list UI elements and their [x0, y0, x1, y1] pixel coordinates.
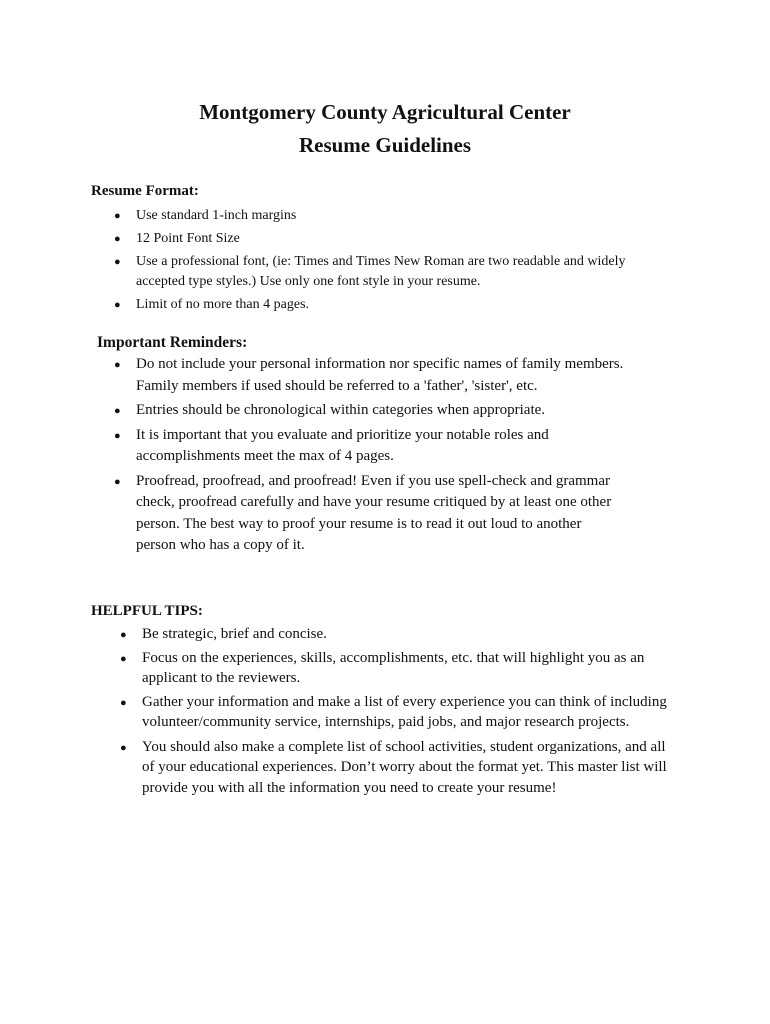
list-item-text: Entries should be chronological within categories when appropriate.	[136, 402, 546, 418]
bullet-icon: ●	[120, 741, 127, 754]
bullet-icon: ●	[114, 210, 121, 222]
bullet-icon: ●	[120, 629, 127, 641]
important-reminders-list	[114, 354, 624, 560]
bullet-icon: ●	[120, 696, 127, 709]
list-item	[114, 425, 624, 468]
list-item	[114, 354, 624, 397]
list-item	[120, 648, 680, 689]
bullet-icon: ●	[114, 359, 121, 371]
helpful-tips-list	[120, 624, 680, 801]
list-item	[120, 692, 680, 733]
bullet-icon: ●	[114, 233, 121, 245]
list-item-text: 12 Point Font Size	[136, 231, 240, 246]
list-item-text: Focus on the experiences, skills, accomplishments, etc. that will highlight you as an applicant to the reviewers.	[142, 649, 645, 686]
bullet-icon: ●	[120, 652, 127, 665]
document-title: Montgomery County Agricultural Center	[199, 100, 571, 124]
list-item-text: Do not include your personal information nor specific names of family members. Family members if used should be referred to a 'father', 'sister', etc.	[136, 356, 624, 394]
list-item	[114, 252, 674, 292]
list-item-text: Gather your information and make a list of every experience you can think of including volunteer/community service, internships, paid jobs, and major research projects.	[142, 693, 667, 730]
important-reminders-heading: Important Reminders:	[97, 334, 248, 351]
list-item-text: Use standard 1-inch margins	[136, 208, 297, 223]
list-item	[120, 624, 680, 645]
document-subtitle: Resume Guidelines	[298, 133, 472, 157]
list-item	[114, 471, 624, 557]
bullet-icon: ●	[114, 405, 121, 417]
bullet-icon: ●	[114, 429, 121, 442]
list-item-text: Be strategic, brief and concise.	[142, 626, 327, 642]
list-item	[114, 400, 624, 422]
bullet-icon: ●	[114, 256, 121, 268]
bullet-icon: ●	[114, 475, 121, 488]
list-item	[114, 206, 674, 226]
list-item-text: Proofread, proofread, and proofread! Even if you use spell-check and grammar check, proofread carefully and have your resume critiqued by at least one other person. The best way to proof your resume is to read it out loud to another person who has a copy of it.	[136, 472, 612, 553]
list-item-text: You should also make a complete list of school activities, student organizations, and all of your educational experiences. Don’t worry about the format yet. This master list will provide you with all the information you need to create your resume!	[142, 738, 667, 796]
list-item-text: Use a professional font, (ie: Times and Times New Roman are two readable and widely accepted type styles.) Use only one font style in your resume.	[136, 254, 626, 289]
list-item-text: It is important that you evaluate and prioritize your notable roles and accomplishments meet the max of 4 pages.	[136, 426, 549, 464]
list-item-text: Limit of no more than 4 pages.	[136, 297, 310, 312]
bullet-icon: ●	[114, 299, 121, 311]
list-item	[114, 229, 674, 249]
helpful-tips-heading: HELPFUL TIPS:	[91, 603, 203, 619]
list-item	[120, 737, 680, 799]
resume-format-list	[114, 206, 674, 318]
resume-format-heading: Resume Format:	[91, 183, 199, 199]
list-item	[114, 295, 674, 315]
